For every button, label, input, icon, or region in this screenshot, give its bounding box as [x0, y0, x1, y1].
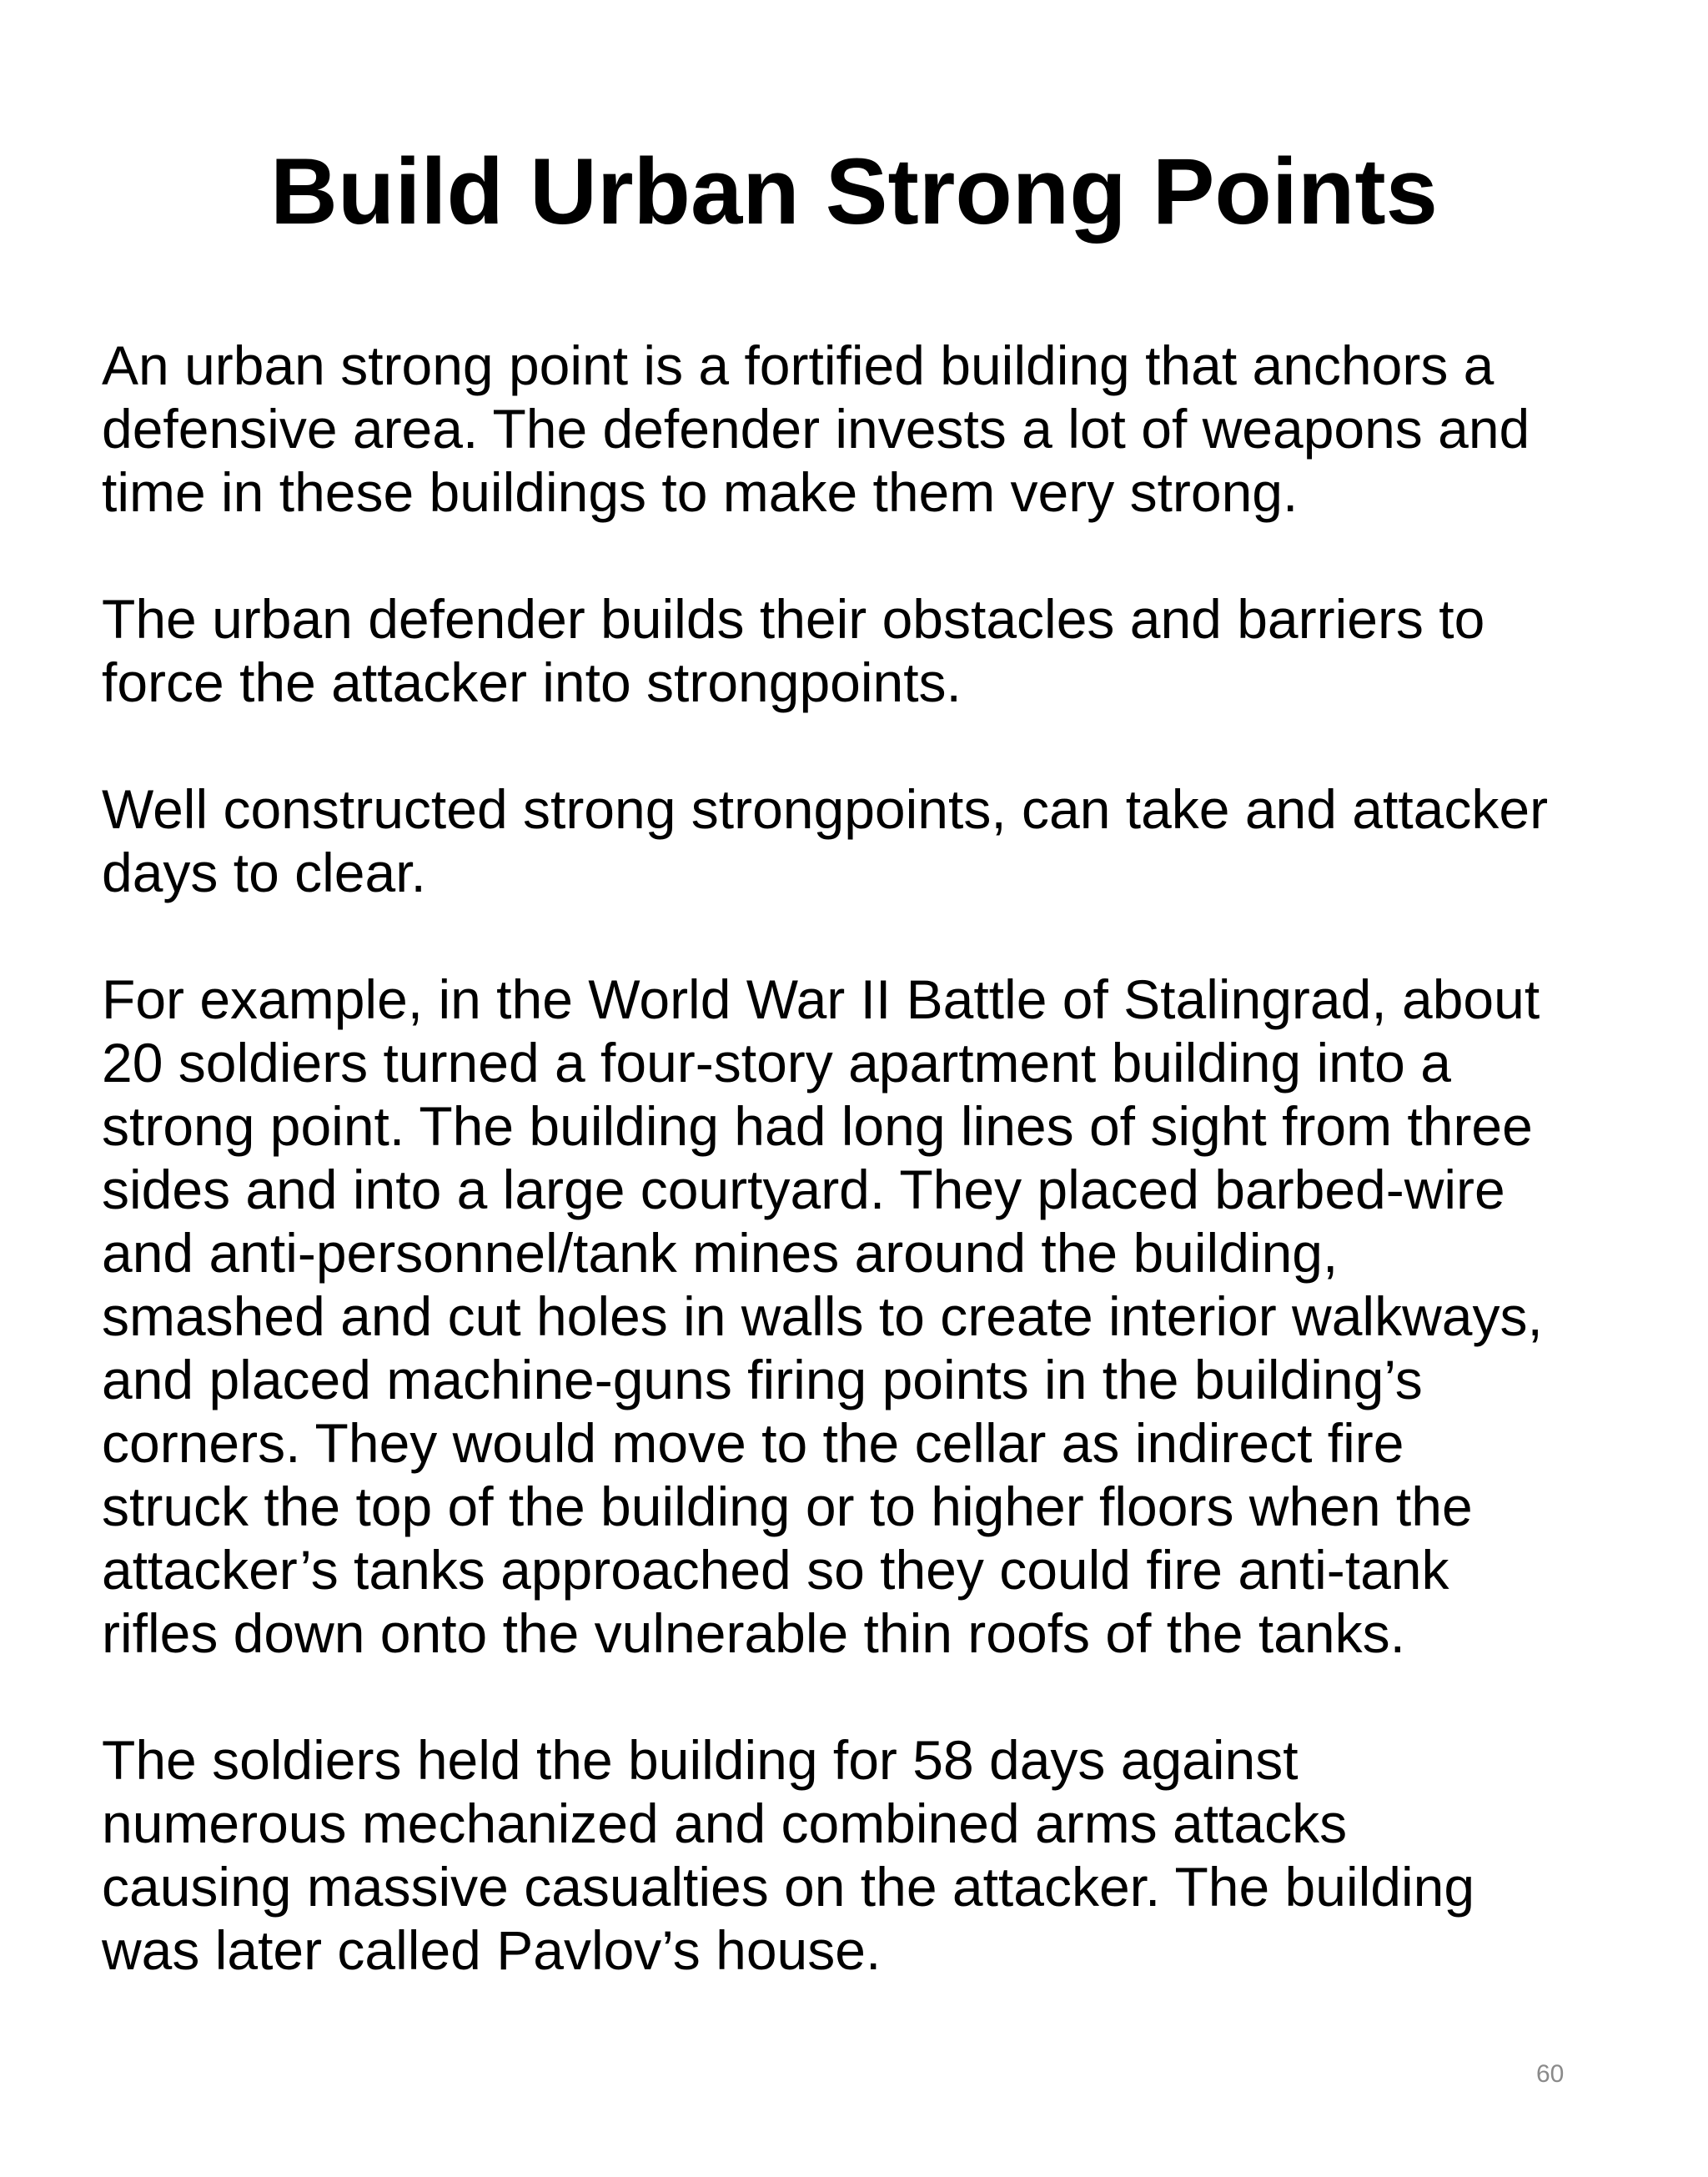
text-line: sides and into a large courtyard. They placed barbed-wire: [102, 1159, 1505, 1220]
text-line: days to clear.: [102, 842, 426, 903]
text-line: time in these buildings to make them very strong.: [102, 461, 1299, 523]
text-line: The soldiers held the building for 58 days against: [102, 1729, 1299, 1791]
text-line: rifles down onto the vulnerable thin roofs of the tanks.: [102, 1602, 1405, 1664]
text-line: struck the top of the building or to higher floors when the: [102, 1476, 1473, 1537]
paragraph-clearing-time: [102, 777, 1686, 904]
page-number: 60: [1536, 2060, 1565, 2088]
text-line: numerous mechanized and combined arms attacks: [102, 1792, 1348, 1854]
text-line: attacker’s tanks approached so they could fire anti-tank: [102, 1539, 1449, 1601]
page-title: Build Urban Strong Points: [270, 139, 1438, 244]
text-line: 20 soldiers turned a four-story apartment building into a: [102, 1032, 1451, 1094]
text-line: and placed machine-guns firing points in the building’s: [102, 1349, 1423, 1410]
text-line: Well constructed strong strongpoints, can take and attacker: [102, 778, 1549, 840]
paragraph-pavlovs-house: [102, 1728, 1686, 1982]
text-line: For example, in the World War II Battle of Stalingrad, about: [102, 968, 1540, 1030]
text-line: force the attacker into strongpoints.: [102, 651, 962, 713]
text-line: An urban strong point is a fortified building that anchors a: [102, 334, 1494, 396]
paragraph-obstacles: [102, 587, 1686, 714]
text-line: defensive area. The defender invests a lot of weapons and: [102, 398, 1530, 460]
text-line: strong point. The building had long lines of sight from three: [102, 1095, 1533, 1157]
text-line: smashed and cut holes in walls to create interior walkways,: [102, 1285, 1543, 1347]
paragraph-definition: [102, 334, 1686, 524]
body-text: [102, 334, 1686, 2045]
text-line: corners. They would move to the cellar as indirect fire: [102, 1412, 1404, 1474]
text-line: The urban defender builds their obstacles and barriers to: [102, 588, 1485, 650]
text-line: was later called Pavlov’s house.: [102, 1919, 882, 1981]
paragraph-stalingrad-example: [102, 968, 1686, 1665]
text-line: causing massive casualties on the attacker. The building: [102, 1856, 1475, 1918]
text-line: and anti-personnel/tank mines around the building,: [102, 1222, 1339, 1284]
